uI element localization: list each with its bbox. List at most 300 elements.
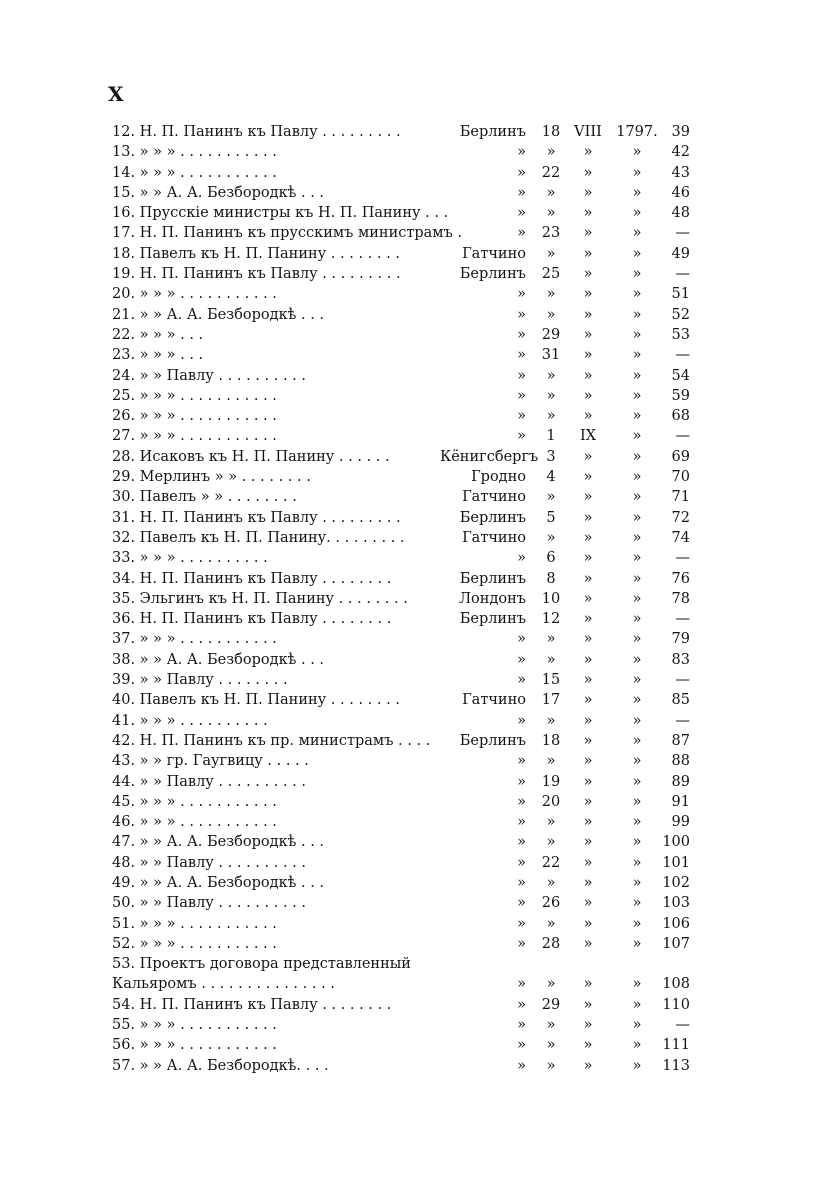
entry-description: 54. Н. П. Панинъ къ Павлу . . . . . . . . — [112, 996, 392, 1013]
entry-page-number: — — [675, 611, 690, 628]
entry-page-number: 72 — [671, 509, 690, 526]
entry-year: » — [632, 1017, 642, 1034]
toc-entry — [0, 1056, 840, 1076]
entry-place: Берлинъ — [459, 266, 526, 283]
entry-month: » — [583, 976, 593, 993]
entry-description: 30. Павелъ » » . . . . . . . . — [112, 489, 297, 506]
toc-entry — [0, 954, 840, 995]
entry-description: 33. » » » . . . . . . . . . . — [112, 550, 268, 567]
entry-year: » — [632, 773, 642, 790]
entry-page-number: — — [675, 672, 690, 689]
entry-place: » — [517, 631, 526, 648]
entry-year: » — [632, 814, 642, 831]
entry-year: » — [632, 935, 642, 952]
entry-place: » — [517, 935, 526, 952]
toc-entry — [0, 589, 840, 609]
entry-place: » — [517, 793, 526, 810]
toc-entry — [0, 832, 840, 852]
entry-place: » — [517, 915, 526, 932]
entry-month: » — [583, 1057, 593, 1074]
entry-page-number: — — [675, 347, 690, 364]
toc-entry — [0, 264, 840, 284]
entry-day: » — [546, 144, 556, 161]
entry-day: » — [546, 205, 556, 222]
toc-entry — [0, 629, 840, 649]
entry-day: » — [546, 408, 556, 425]
entry-description: 45. » » » . . . . . . . . . . . — [112, 793, 277, 810]
entry-page-number: 53 — [671, 326, 690, 343]
entry-place: » — [517, 286, 526, 303]
entry-place: » — [517, 895, 526, 912]
toc-entry — [0, 305, 840, 325]
toc-entry — [0, 670, 840, 690]
entry-page-number: 52 — [671, 306, 690, 323]
entry-day: 5 — [546, 509, 556, 526]
entry-year: 1797. — [616, 124, 658, 140]
entry-month: » — [583, 672, 593, 689]
entry-description: 49. » » А. А. Безбородкѣ . . . — [112, 874, 325, 891]
entry-page-number: 87 — [671, 732, 690, 749]
toc-entry — [0, 426, 840, 446]
entry-day: 10 — [541, 590, 561, 607]
entry-day: » — [546, 245, 556, 262]
entry-month: » — [583, 753, 593, 770]
entry-place: Гатчино — [462, 489, 526, 506]
entry-description: 34. Н. П. Панинъ къ Павлу . . . . . . . . — [112, 570, 392, 587]
entry-month: IX — [579, 428, 597, 445]
entry-day: 23 — [541, 225, 561, 242]
entry-year: » — [632, 631, 642, 648]
entry-month: » — [583, 651, 593, 668]
toc-entry — [0, 122, 840, 142]
entry-description: 47. » » А. А. Безбородкѣ . . . — [112, 834, 325, 851]
entry-day: » — [546, 753, 556, 770]
entry-place: » — [517, 976, 526, 993]
entry-year: » — [632, 326, 642, 343]
entry-year: » — [632, 1057, 642, 1074]
entry-description: 44. » » Павлу . . . . . . . . . . — [112, 773, 307, 790]
entry-description: 26. » » » . . . . . . . . . . . — [112, 408, 277, 425]
toc-entry — [0, 792, 840, 812]
toc-entry — [0, 406, 840, 426]
entry-page-number: 54 — [671, 367, 690, 384]
toc-entry — [0, 934, 840, 954]
entry-place: » — [517, 367, 526, 384]
entry-year: » — [632, 550, 642, 567]
toc-entry — [0, 142, 840, 162]
entry-page-number: 43 — [671, 164, 690, 181]
entry-description: 51. » » » . . . . . . . . . . . — [112, 915, 277, 932]
entry-place: » — [517, 996, 526, 1013]
entry-month: » — [583, 895, 593, 912]
entry-page-number: 59 — [671, 387, 690, 404]
entry-page-number: 88 — [671, 753, 690, 770]
entry-description: 48. » » Павлу . . . . . . . . . . — [112, 854, 307, 871]
entry-month: » — [583, 611, 593, 628]
entry-month: » — [583, 367, 593, 384]
entry-month: » — [583, 915, 593, 932]
entry-year: » — [632, 367, 642, 384]
entry-year: » — [632, 793, 642, 810]
entry-page-number: 51 — [671, 286, 690, 303]
toc-entry — [0, 914, 840, 934]
entry-month: » — [583, 590, 593, 607]
entry-page-number: 89 — [671, 773, 690, 790]
entry-page-number: 83 — [671, 651, 690, 668]
entry-description: 19. Н. П. Панинъ къ Павлу . . . . . . . . . — [112, 266, 401, 283]
entry-description: 42. Н. П. Панинъ къ пр. министрамъ . . . . — [112, 732, 431, 749]
entry-page-number: 69 — [671, 448, 690, 465]
entry-description: 52. » » » . . . . . . . . . . . — [112, 935, 277, 952]
entry-description: 32. Павелъ къ Н. П. Панину. . . . . . . . . — [112, 529, 405, 546]
entry-year: » — [632, 895, 642, 912]
entry-year: » — [632, 469, 642, 486]
entry-place: Берлинъ — [459, 509, 526, 526]
entry-year: » — [632, 245, 642, 262]
entry-place: Гатчино — [462, 245, 526, 262]
entry-page-number: 85 — [671, 692, 690, 709]
entry-year: » — [632, 428, 642, 445]
entry-description: 41. » » » . . . . . . . . . . — [112, 712, 268, 729]
entry-month: » — [583, 631, 593, 648]
entry-place: » — [517, 834, 526, 851]
entry-place: » — [517, 1057, 526, 1074]
toc-entry — [0, 751, 840, 771]
entry-year: » — [632, 854, 642, 871]
entry-year: » — [632, 387, 642, 404]
entry-day: » — [546, 834, 556, 851]
entry-day: 17 — [541, 692, 561, 709]
entry-month: » — [583, 854, 593, 871]
entry-page-number: 68 — [671, 408, 690, 425]
entry-month: » — [583, 326, 593, 343]
entry-month: » — [583, 347, 593, 364]
entry-page-number: 106 — [662, 915, 690, 932]
entry-description: 24. » » Павлу . . . . . . . . . . — [112, 367, 307, 384]
entry-day: » — [546, 306, 556, 323]
entry-description: 31. Н. П. Панинъ къ Павлу . . . . . . . . . — [112, 509, 401, 526]
entry-day: » — [546, 631, 556, 648]
entry-place: Берлинъ — [459, 611, 526, 628]
entry-month: » — [583, 692, 593, 709]
toc-entry — [0, 508, 840, 528]
entry-page-number: 70 — [671, 469, 690, 486]
entry-page-number: 48 — [671, 205, 690, 222]
entry-place: » — [517, 387, 526, 404]
entry-month: » — [583, 286, 593, 303]
entry-month: » — [583, 469, 593, 486]
entry-page-number: 113 — [662, 1057, 690, 1074]
entry-page-number: — — [675, 428, 690, 445]
entry-month: » — [583, 489, 593, 506]
entry-month: » — [583, 164, 593, 181]
entry-month: » — [583, 144, 593, 161]
entry-year: » — [632, 651, 642, 668]
entry-day: 18 — [541, 732, 561, 749]
entry-description: 55. » » » . . . . . . . . . . . — [112, 1017, 277, 1034]
entry-day: 12 — [541, 611, 561, 628]
entry-place: Лондонъ — [458, 590, 526, 607]
entry-day: » — [546, 286, 556, 303]
entry-place: » — [517, 854, 526, 871]
entry-description: 14. » » » . . . . . . . . . . . — [112, 164, 277, 181]
toc-entry — [0, 731, 840, 751]
entry-year: » — [632, 753, 642, 770]
entry-description: 18. Павелъ къ Н. П. Панину . . . . . . . . — [112, 245, 400, 262]
entry-day: 15 — [541, 672, 561, 689]
entry-description: 17. Н. П. Панинъ къ прусскимъ министрамъ . — [112, 225, 462, 242]
entry-year: » — [632, 611, 642, 628]
entry-place: » — [517, 651, 526, 668]
entry-month: » — [583, 225, 593, 242]
toc-entry — [0, 325, 840, 345]
toc-entry — [0, 548, 840, 568]
entry-day: » — [546, 1037, 556, 1054]
toc-entry — [0, 163, 840, 183]
entry-page-number: 101 — [662, 854, 690, 871]
entry-year: » — [632, 286, 642, 303]
toc-entry — [0, 487, 840, 507]
entry-page-number: 79 — [671, 631, 690, 648]
entry-page-number: 46 — [671, 184, 690, 201]
entry-place: » — [517, 184, 526, 201]
entry-day: » — [546, 529, 556, 546]
entry-description: 21. » » А. А. Безбородкѣ . . . — [112, 306, 325, 323]
entry-description: 27. » » » . . . . . . . . . . . — [112, 428, 277, 445]
entry-place: Берлинъ — [459, 732, 526, 749]
entry-description: 15. » » А. А. Безбородкѣ . . . — [112, 184, 325, 201]
entry-year: » — [632, 712, 642, 729]
entry-month: » — [583, 834, 593, 851]
entry-month: » — [583, 245, 593, 262]
entry-page-number: 107 — [662, 935, 690, 952]
entry-description: 38. » » А. А. Безбородкѣ . . . — [112, 651, 325, 668]
entry-page-number: 91 — [671, 793, 690, 810]
toc-entry — [0, 812, 840, 832]
entry-month: » — [583, 793, 593, 810]
entry-month: » — [583, 205, 593, 222]
toc-entry — [0, 995, 840, 1015]
entry-place: » — [517, 205, 526, 222]
entry-description: 53. Проектъ договора представленный Кальяромъ . . . . . . . . . . . . . . . — [112, 956, 411, 993]
entry-month: » — [583, 996, 593, 1013]
entry-day: » — [546, 915, 556, 932]
entry-day: 31 — [541, 347, 561, 364]
entry-day: » — [546, 367, 556, 384]
entry-place: » — [517, 164, 526, 181]
entry-place: Гатчино — [462, 529, 526, 546]
entry-place: » — [517, 408, 526, 425]
entry-year: » — [632, 1037, 642, 1054]
entry-description: 40. Павелъ къ Н. П. Панину . . . . . . . . — [112, 692, 400, 709]
toc-entry — [0, 650, 840, 670]
entry-page-number: 42 — [671, 144, 690, 161]
entry-day: 3 — [546, 448, 556, 465]
entry-page-number: 103 — [662, 895, 690, 912]
entry-description: 37. » » » . . . . . . . . . . . — [112, 631, 277, 648]
toc-entry — [0, 386, 840, 406]
entry-description: 50. » » Павлу . . . . . . . . . . — [112, 895, 307, 912]
entry-month: » — [583, 732, 593, 749]
entry-day: » — [546, 651, 556, 668]
entry-description: 39. » » Павлу . . . . . . . . — [112, 672, 288, 689]
entry-month: » — [583, 874, 593, 891]
entry-description: 25. » » » . . . . . . . . . . . — [112, 387, 277, 404]
toc-entry — [0, 467, 840, 487]
entry-description: 36. Н. П. Панинъ къ Павлу . . . . . . . . — [112, 611, 392, 628]
entry-month: » — [583, 935, 593, 952]
page-number: X — [108, 82, 125, 106]
entry-page-number: 39 — [671, 124, 690, 140]
entry-year: » — [632, 266, 642, 283]
entry-page-number: — — [675, 1017, 690, 1034]
entry-description: 12. Н. П. Панинъ къ Павлу . . . . . . . . . — [112, 124, 401, 140]
entry-place: Гродно — [471, 469, 526, 486]
entry-month: » — [583, 712, 593, 729]
entry-day: » — [546, 1017, 556, 1034]
toc-entry — [0, 183, 840, 203]
entry-page-number: 102 — [662, 874, 690, 891]
entry-description: 35. Эльгинъ къ Н. П. Панину . . . . . . . . — [112, 590, 408, 607]
entry-year: » — [632, 205, 642, 222]
entry-place: » — [517, 712, 526, 729]
entry-year: » — [632, 874, 642, 891]
entry-month: » — [583, 814, 593, 831]
entry-place: Кёнигсбергъ — [440, 448, 539, 465]
entry-month: » — [583, 184, 593, 201]
entry-year: » — [632, 306, 642, 323]
entry-day: 6 — [546, 550, 556, 567]
entry-day: 22 — [541, 164, 561, 181]
entry-place: » — [517, 874, 526, 891]
entry-month: » — [583, 570, 593, 587]
entry-year: » — [632, 732, 642, 749]
entry-place: » — [517, 814, 526, 831]
entry-month: » — [583, 550, 593, 567]
entry-year: » — [632, 529, 642, 546]
entry-page-number: 108 — [662, 976, 690, 993]
toc-entry — [0, 1015, 840, 1035]
entry-year: » — [632, 692, 642, 709]
entry-month: » — [583, 1017, 593, 1034]
entry-year: » — [632, 489, 642, 506]
toc-entry — [0, 711, 840, 731]
entry-month: » — [583, 306, 593, 323]
entry-year: » — [632, 915, 642, 932]
entry-month: » — [583, 509, 593, 526]
entry-year: » — [632, 347, 642, 364]
entry-description: 29. Мерлинъ » » . . . . . . . . — [112, 469, 311, 486]
entry-place: » — [517, 550, 526, 567]
toc-entry — [0, 447, 840, 467]
entry-year: » — [632, 570, 642, 587]
toc-entry — [0, 528, 840, 548]
entry-place: » — [517, 753, 526, 770]
entry-place: » — [517, 326, 526, 343]
entry-page-number: 71 — [671, 489, 690, 506]
toc-entry — [0, 772, 840, 792]
entry-place: Берлинъ — [459, 570, 526, 587]
entry-day: » — [546, 814, 556, 831]
entry-day: 26 — [541, 895, 561, 912]
entry-day: 29 — [541, 326, 561, 343]
entry-place: » — [517, 347, 526, 364]
toc-entry — [0, 284, 840, 304]
entry-page-number: 111 — [662, 1037, 690, 1054]
entry-place: » — [517, 428, 526, 445]
entry-place: » — [517, 144, 526, 161]
entry-description: 16. Прусскіе министры къ Н. П. Панину . . . — [112, 205, 449, 222]
toc-entry — [0, 1035, 840, 1055]
entry-month: » — [583, 408, 593, 425]
entry-place: Гатчино — [462, 692, 526, 709]
entry-year: » — [632, 225, 642, 242]
toc-entry — [0, 203, 840, 223]
entry-description: 56. » » » . . . . . . . . . . . — [112, 1037, 277, 1054]
entry-day: 19 — [541, 773, 561, 790]
entry-month: » — [583, 266, 593, 283]
entry-day: 20 — [541, 793, 561, 810]
toc-entry — [0, 345, 840, 365]
entry-page-number: 76 — [671, 570, 690, 587]
toc-entry — [0, 366, 840, 386]
entry-place: » — [517, 1017, 526, 1034]
entry-day: 18 — [541, 124, 561, 140]
entry-year: » — [632, 996, 642, 1013]
entry-year: » — [632, 184, 642, 201]
entry-description: 46. » » » . . . . . . . . . . . — [112, 814, 277, 831]
entry-year: » — [632, 164, 642, 181]
entry-description: 22. » » » . . . — [112, 326, 204, 343]
entry-year: » — [632, 672, 642, 689]
entry-day: 29 — [541, 996, 561, 1013]
entry-description: 28. Исаковъ къ Н. П. Панину . . . . . . — [112, 448, 390, 465]
entry-place: » — [517, 306, 526, 323]
entry-page-number: — — [675, 225, 690, 242]
entry-page-number: 100 — [662, 834, 690, 851]
entry-page-number: — — [675, 550, 690, 567]
entry-place: » — [517, 225, 526, 242]
entry-page-number: — — [675, 266, 690, 283]
entry-day: 28 — [541, 935, 561, 952]
entry-year: » — [632, 590, 642, 607]
entry-description: 43. » » гр. Гаугвицу . . . . . — [112, 753, 309, 770]
toc-entry — [0, 244, 840, 264]
table-of-contents — [0, 122, 840, 1076]
entry-page-number: 74 — [671, 529, 690, 546]
entry-place: Берлинъ — [459, 124, 526, 140]
entry-month: » — [583, 1037, 593, 1054]
entry-day: » — [546, 387, 556, 404]
entry-year: » — [632, 448, 642, 465]
entry-description: 20. » » » . . . . . . . . . . . — [112, 286, 277, 303]
entry-day: 22 — [541, 854, 561, 871]
entry-day: » — [546, 489, 556, 506]
entry-month: » — [583, 529, 593, 546]
toc-entry — [0, 893, 840, 913]
entry-year: » — [632, 509, 642, 526]
toc-entry — [0, 609, 840, 629]
toc-entry — [0, 690, 840, 710]
entry-page-number: — — [675, 712, 690, 729]
toc-entry — [0, 223, 840, 243]
entry-month: » — [583, 773, 593, 790]
toc-entry — [0, 569, 840, 589]
entry-place: » — [517, 672, 526, 689]
toc-entry — [0, 853, 840, 873]
entry-day: » — [546, 976, 556, 993]
entry-page-number: 78 — [671, 590, 690, 607]
